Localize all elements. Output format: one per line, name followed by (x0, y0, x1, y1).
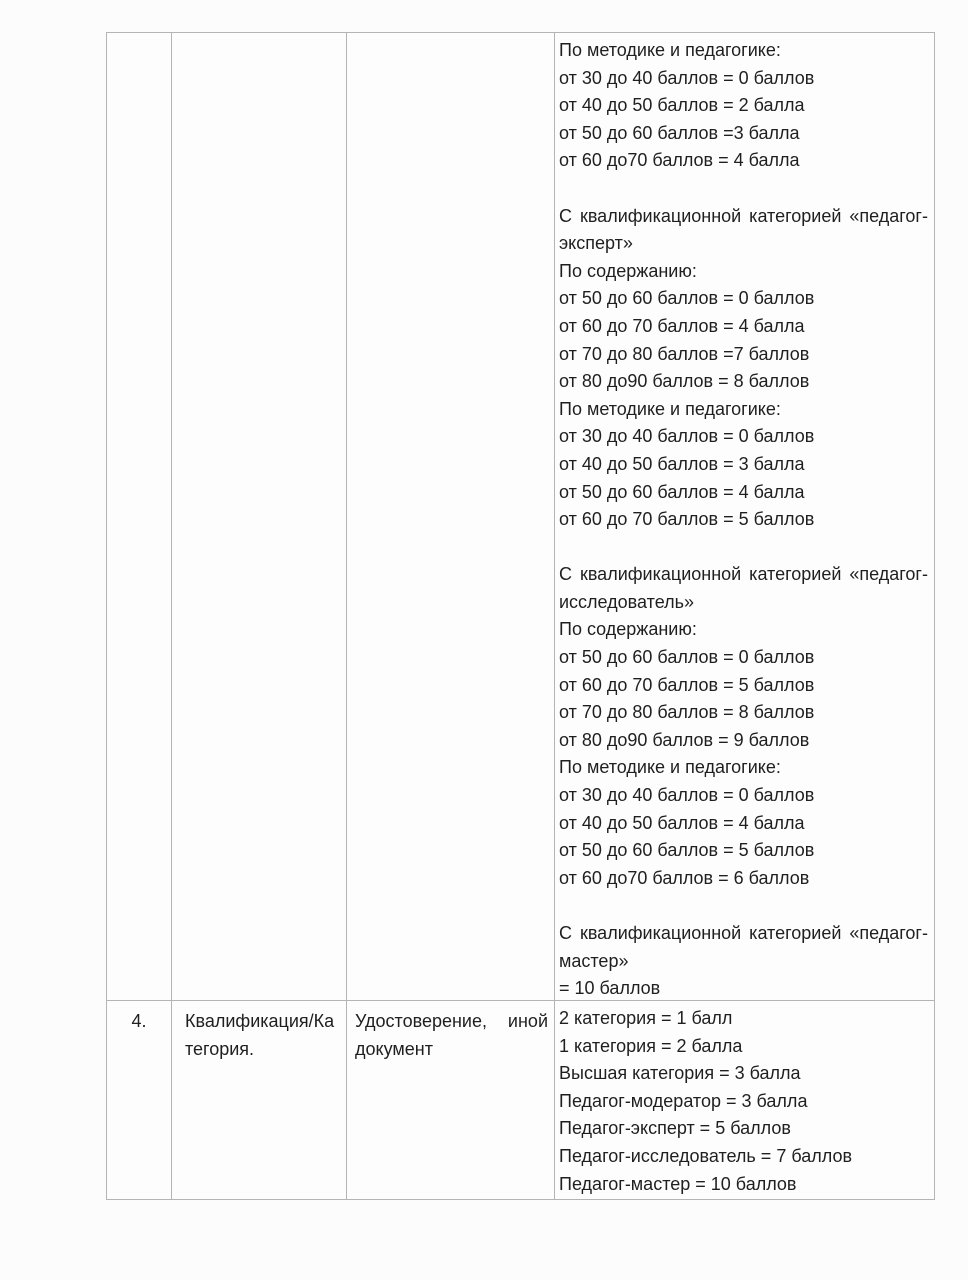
text-line: Педагог-мастер = 10 баллов (559, 1173, 797, 1194)
text-line: от 40 до 50 баллов = 4 балла (559, 812, 805, 833)
text-line: от 80 до90 баллов = 8 баллов (559, 371, 810, 392)
cell-score-rules (554, 33, 934, 1000)
text-line: от 60 до70 баллов = 6 баллов (559, 867, 810, 888)
text-line: По методике и педагогике: (559, 757, 781, 778)
text-line: от 70 до 80 баллов = 8 баллов (559, 702, 815, 723)
text-line: Педагог-эксперт = 5 баллов (559, 1118, 791, 1139)
text-line: от 40 до 50 баллов = 3 балла (559, 453, 805, 474)
text-line: Высшая категория = 3 балла (559, 1063, 801, 1084)
text-line: По методике и педагогике: (559, 398, 781, 419)
text-line: от 60 до70 баллов = 4 балла (559, 150, 800, 171)
text-line (559, 534, 928, 562)
text-line: С квалификационной категорией «педагог- (559, 564, 928, 585)
text-line: С квалификационной категорией «педагог- (559, 923, 928, 943)
text-line: По содержанию: (559, 619, 697, 640)
text-line: эксперт» (559, 233, 633, 254)
text-line: тегория. (185, 1038, 255, 1059)
text-line: Педагог-модератор = 3 балла (559, 1090, 808, 1111)
attestation-scoring-table (106, 32, 935, 1200)
text-line: от 30 до 40 баллов = 0 баллов (559, 785, 815, 806)
text-line: от 50 до 60 баллов = 0 баллов (559, 647, 815, 668)
text-line: Квалификация/Ка (185, 1011, 335, 1031)
text-line: от 60 до 70 баллов = 5 баллов (559, 509, 815, 530)
text-line: Педагог-исследователь = 7 баллов (559, 1145, 853, 1166)
text-line: документ (355, 1038, 433, 1059)
cell-document-type (346, 33, 554, 1000)
text-line: от 40 до 50 баллов = 2 балла (559, 95, 805, 116)
text-line: от 70 до 80 баллов =7 баллов (559, 343, 810, 364)
text-line (559, 175, 928, 203)
text-line: от 50 до 60 баллов = 5 баллов (559, 840, 815, 861)
text-line: мастер» (559, 950, 629, 971)
text-line: Удостоверение, иной (355, 1011, 548, 1031)
cell-document-type (346, 1001, 554, 1199)
cell-row-number: 4. (131, 1011, 147, 1031)
cell-criteria (171, 1001, 346, 1199)
cell-row-number (107, 33, 171, 1000)
text-line (559, 892, 928, 920)
text-line: от 80 до90 баллов = 9 баллов (559, 729, 810, 750)
table-row-continuation (107, 33, 934, 1000)
table-row-4 (107, 1000, 934, 1199)
text-line: от 50 до 60 баллов = 0 баллов (559, 288, 815, 309)
text-line: от 50 до 60 баллов =3 балла (559, 122, 800, 143)
text-line: от 60 до 70 баллов = 5 баллов (559, 674, 815, 695)
text-line: от 30 до 40 баллов = 0 баллов (559, 426, 815, 447)
text-line: от 50 до 60 баллов = 4 балла (559, 481, 805, 502)
text-line: 2 категория = 1 балл (559, 1008, 733, 1028)
cell-score-rules (554, 1001, 934, 1199)
text-line: от 30 до 40 баллов = 0 баллов (559, 67, 815, 88)
text-line: от 60 до 70 баллов = 4 балла (559, 315, 805, 336)
text-line: = 10 баллов (559, 978, 661, 999)
text-line: 1 категория = 2 балла (559, 1035, 743, 1056)
cell-criteria (171, 33, 346, 1000)
text-line: исследователь» (559, 591, 695, 612)
text-line: По методике и педагогике: (559, 40, 781, 60)
text-line: С квалификационной категорией «педагог- (559, 205, 928, 226)
text-line: По содержанию: (559, 260, 697, 281)
